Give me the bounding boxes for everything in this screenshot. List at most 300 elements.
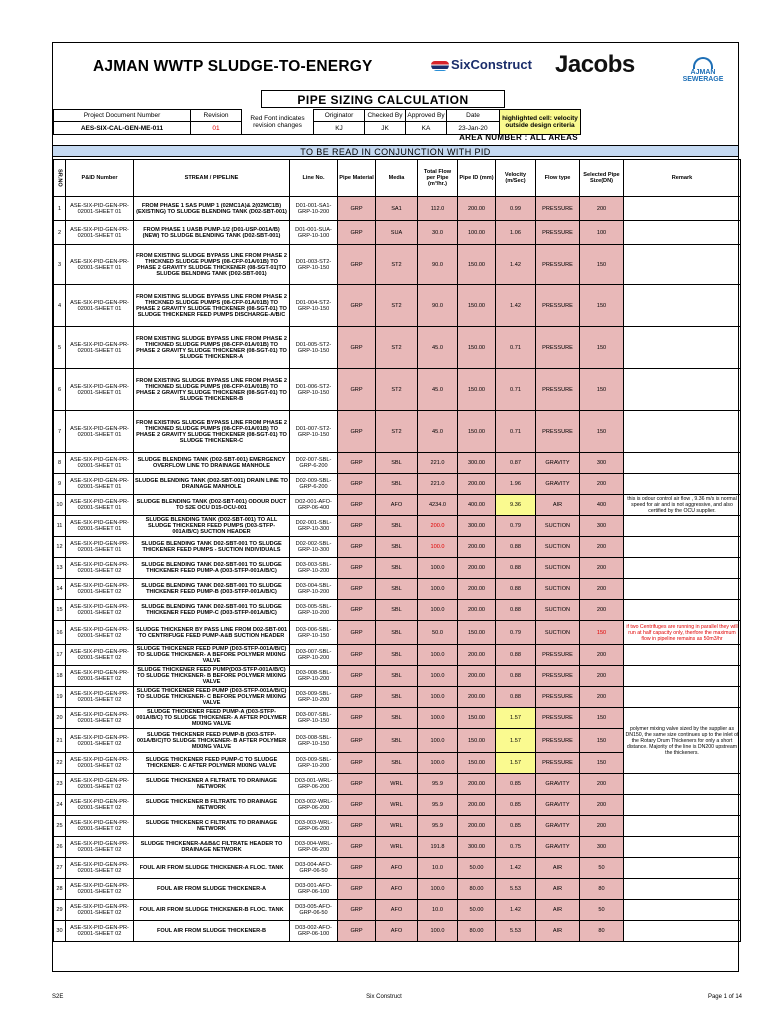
remark-cell xyxy=(624,600,741,621)
vel-cell: 0.75 xyxy=(496,837,536,858)
media-cell: WRL xyxy=(376,774,418,795)
remark-cell xyxy=(624,327,741,369)
mat-cell: GRP xyxy=(338,600,376,621)
table-row xyxy=(54,645,741,666)
line-cell: D01-006-ST2-GRP-10-150 xyxy=(290,369,338,411)
table-row xyxy=(54,221,741,245)
vel-cell: 0.85 xyxy=(496,795,536,816)
stream-cell: SLUDGE BLENDING TANK D02-SBT-001 TO SLUDGE THICKENER FEED PUMPS - SUCTION INDIVIDUALS xyxy=(134,537,290,558)
stream-cell: SLUDGE BLENDING TANK (D02-SBT-001) DRAIN LINE TO DRAINAGE MANHOLE xyxy=(134,474,290,495)
id-cell: 200.00 xyxy=(458,774,496,795)
originator-value: KJ xyxy=(314,122,365,135)
mat-cell: GRP xyxy=(338,666,376,687)
dn-cell: 200 xyxy=(580,687,624,708)
id-cell: 80.00 xyxy=(458,921,496,942)
sr-cell: 27 xyxy=(54,858,66,879)
mat-cell: GRP xyxy=(338,900,376,921)
sr-cell: 8 xyxy=(54,453,66,474)
remark-cell xyxy=(624,666,741,687)
stream-cell: SLUDGE THICKENER FEED PUMP (D03-STFP-001A/B/C) TO SLUDGE THICKENER- A BEFORE POLYMER MIXING VALVE xyxy=(134,645,290,666)
remark-cell: if two Centrifuges are running in parallel they will run at half capacity only, therfore the maximum flow in pipeline remains as 50m3/hr xyxy=(624,621,741,645)
media-cell: WRL xyxy=(376,837,418,858)
dn-cell: 150 xyxy=(580,708,624,729)
remark-cell: polymer mixing valve sized by the supplier as DN150, the same size continues up to the inlet of the Rotary Drum Thickeners for only a short distance. Majority of the line is DN200 upstream the thickeners. xyxy=(624,708,741,774)
pid-cell: ASE-SIX-PID-GEN-PR-02001-SHEET 01 xyxy=(66,495,134,516)
remark-cell xyxy=(624,411,741,453)
revision-value: 01 xyxy=(191,122,242,135)
table-row xyxy=(54,474,741,495)
flow-cell: 100.0 xyxy=(418,537,458,558)
mat-cell: GRP xyxy=(338,474,376,495)
type-cell: PRESSURE xyxy=(536,285,580,327)
type-cell: PRESSURE xyxy=(536,645,580,666)
dn-cell: 200 xyxy=(580,558,624,579)
line-cell: D03-004-WRL-GRP-06-200 xyxy=(290,837,338,858)
mat-cell: GRP xyxy=(338,729,376,753)
table-row xyxy=(54,837,741,858)
type-cell: AIR xyxy=(536,858,580,879)
type-cell: PRESSURE xyxy=(536,753,580,774)
type-cell: GRAVITY xyxy=(536,837,580,858)
dn-cell: 200 xyxy=(580,774,624,795)
media-cell: SBL xyxy=(376,516,418,537)
stream-cell: FROM EXISTING SLUDGE BYPASS LINE FROM PHASE 2 THICKNED SLUDGE PUMPS (08-CFP-01A/01B) TO PHASE 2 GRAVITY SLUDGE THICKENER (08-SGT-01) TO SLUDGE THICKENER-B xyxy=(134,369,290,411)
red-font-note: Red Font indicates revision changes xyxy=(242,110,314,135)
column-header: Pipe ID (mm) xyxy=(458,160,496,197)
mat-cell: GRP xyxy=(338,197,376,221)
mat-cell: GRP xyxy=(338,579,376,600)
vel-cell: 1.57 xyxy=(496,753,536,774)
flow-cell: 100.0 xyxy=(418,558,458,579)
media-cell: SUA xyxy=(376,221,418,245)
sr-cell: 10 xyxy=(54,495,66,516)
line-cell: D02-001-SBL-GRP-10-300 xyxy=(290,516,338,537)
flow-cell: 221.0 xyxy=(418,474,458,495)
flow-cell: 100.0 xyxy=(418,666,458,687)
table-row xyxy=(54,879,741,900)
mat-cell: GRP xyxy=(338,495,376,516)
flow-cell: 4234.0 xyxy=(418,495,458,516)
pid-cell: ASE-SIX-PID-GEN-PR-02001-SHEET 02 xyxy=(66,600,134,621)
type-cell: SUCTION xyxy=(536,558,580,579)
media-cell: AFO xyxy=(376,858,418,879)
sixconstruct-logo: SixConstruct xyxy=(431,57,532,72)
remark-cell xyxy=(624,197,741,221)
sr-cell: 17 xyxy=(54,645,66,666)
column-header: Selected Pipe Size(DN) xyxy=(580,160,624,197)
line-cell: D01-004-ST2-GRP-10-150 xyxy=(290,285,338,327)
checked-value: JK xyxy=(365,122,406,135)
vel-cell: 0.88 xyxy=(496,645,536,666)
pid-cell: ASE-SIX-PID-GEN-PR-02001-SHEET 01 xyxy=(66,474,134,495)
flow-cell: 30.0 xyxy=(418,221,458,245)
sr-cell: 4 xyxy=(54,285,66,327)
line-cell: D01-001-SA1-GRP-10-200 xyxy=(290,197,338,221)
pid-cell: ASE-SIX-PID-GEN-PR-02001-SHEET 02 xyxy=(66,708,134,729)
id-cell: 80.00 xyxy=(458,879,496,900)
media-cell: WRL xyxy=(376,816,418,837)
column-header: STREAM / PIPELINE xyxy=(134,160,290,197)
doc-number-label: Project Document Number xyxy=(54,110,191,122)
footer-right: Page 1 of 14 xyxy=(707,994,742,1000)
dn-cell: 150 xyxy=(580,285,624,327)
flow-cell: 10.0 xyxy=(418,858,458,879)
mat-cell: GRP xyxy=(338,285,376,327)
table-row xyxy=(54,453,741,474)
table-row xyxy=(54,921,741,942)
vel-cell: 1.42 xyxy=(496,900,536,921)
pid-cell: ASE-SIX-PID-GEN-PR-02001-SHEET 02 xyxy=(66,879,134,900)
media-cell: AFO xyxy=(376,900,418,921)
sr-cell: 7 xyxy=(54,411,66,453)
id-cell: 400.00 xyxy=(458,495,496,516)
column-header: P&ID Number xyxy=(66,160,134,197)
meta-table xyxy=(53,109,740,135)
vel-cell: 0.71 xyxy=(496,327,536,369)
mat-cell: GRP xyxy=(338,245,376,285)
line-cell: D03-009-SBL-GRP-10-200 xyxy=(290,687,338,708)
jacobs-logo: Jacobs xyxy=(555,51,635,78)
flow-cell: 100.0 xyxy=(418,579,458,600)
flow-cell: 200.0 xyxy=(418,516,458,537)
remark-cell xyxy=(624,774,741,795)
table-row xyxy=(54,495,741,516)
table-row xyxy=(54,708,741,729)
column-header: Line No. xyxy=(290,160,338,197)
sr-cell: 5 xyxy=(54,327,66,369)
media-cell: SBL xyxy=(376,537,418,558)
dn-cell: 300 xyxy=(580,516,624,537)
type-cell: PRESSURE xyxy=(536,411,580,453)
sr-cell: 13 xyxy=(54,558,66,579)
pid-cell: ASE-SIX-PID-GEN-PR-02001-SHEET 01 xyxy=(66,197,134,221)
id-cell: 150.00 xyxy=(458,411,496,453)
line-cell: D02-002-SBL-GRP-10-300 xyxy=(290,537,338,558)
sr-cell: 26 xyxy=(54,837,66,858)
ajman-logo-icon xyxy=(693,57,713,69)
dn-cell: 150 xyxy=(580,411,624,453)
id-cell: 300.00 xyxy=(458,516,496,537)
type-cell: PRESSURE xyxy=(536,687,580,708)
dn-cell: 200 xyxy=(580,579,624,600)
line-cell: D03-008-SBL-GRP-10-200 xyxy=(290,666,338,687)
media-cell: ST2 xyxy=(376,285,418,327)
mat-cell: GRP xyxy=(338,753,376,774)
id-cell: 200.00 xyxy=(458,197,496,221)
pid-cell: ASE-SIX-PID-GEN-PR-02001-SHEET 02 xyxy=(66,921,134,942)
media-cell: SA1 xyxy=(376,197,418,221)
line-cell: D02-001-AFO-GRP-06-400 xyxy=(290,495,338,516)
table-row xyxy=(54,516,741,537)
id-cell: 150.00 xyxy=(458,245,496,285)
mat-cell: GRP xyxy=(338,621,376,645)
id-cell: 200.00 xyxy=(458,666,496,687)
mat-cell: GRP xyxy=(338,921,376,942)
vel-cell: 0.71 xyxy=(496,411,536,453)
remark-cell xyxy=(624,245,741,285)
stream-cell: SLUDGE THICKENER FEED PUMP-B (D03-STFP-001A/B/C)TO SLUDGE THICKENER- B AFTER POLYMER MIXING VALVE xyxy=(134,729,290,753)
flow-cell: 100.0 xyxy=(418,687,458,708)
column-header: Media xyxy=(376,160,418,197)
media-cell: SBL xyxy=(376,600,418,621)
flow-cell: 221.0 xyxy=(418,453,458,474)
sr-cell: 2 xyxy=(54,221,66,245)
pid-cell: ASE-SIX-PID-GEN-PR-02001-SHEET 01 xyxy=(66,537,134,558)
pid-cell: ASE-SIX-PID-GEN-PR-02001-SHEET 01 xyxy=(66,327,134,369)
line-cell: D03-001-WRL-GRP-06-200 xyxy=(290,774,338,795)
vel-cell: 0.85 xyxy=(496,816,536,837)
flow-cell: 95.9 xyxy=(418,816,458,837)
mat-cell: GRP xyxy=(338,411,376,453)
media-cell: WRL xyxy=(376,795,418,816)
stream-cell: SLUDGE THICKENER C FILTRATE TO DRAINAGE NETWORK xyxy=(134,816,290,837)
vel-cell: 1.57 xyxy=(496,729,536,753)
dn-cell: 50 xyxy=(580,858,624,879)
sr-cell: 18 xyxy=(54,666,66,687)
media-cell: SBL xyxy=(376,453,418,474)
id-cell: 50.00 xyxy=(458,900,496,921)
flow-cell: 100.0 xyxy=(418,729,458,753)
stream-cell: FROM PHASE 1 SAS PUMP 1 (02MC1A)& 2(02MC1B) (EXISTING) TO SLUDGE BLENDING TANK (D02-SBT-001) xyxy=(134,197,290,221)
flow-cell: 100.0 xyxy=(418,708,458,729)
table-row xyxy=(54,687,741,708)
stream-cell: FOUL AIR FROM SLUDGE THICKENER-B FLOC. TANK xyxy=(134,900,290,921)
line-cell: D03-009-SBL-GRP-10-200 xyxy=(290,753,338,774)
type-cell: SUCTION xyxy=(536,621,580,645)
footer-left: S2E xyxy=(52,994,64,1000)
id-cell: 150.00 xyxy=(458,621,496,645)
table-row xyxy=(54,795,741,816)
media-cell: ST2 xyxy=(376,411,418,453)
flow-cell: 100.0 xyxy=(418,600,458,621)
sr-cell: 6 xyxy=(54,369,66,411)
type-cell: AIR xyxy=(536,900,580,921)
type-cell: GRAVITY xyxy=(536,816,580,837)
line-cell: D03-008-SBL-GRP-10-150 xyxy=(290,729,338,753)
highlight-note: highlighted cell: velocity outside design criteria xyxy=(500,110,581,135)
sr-cell: 22 xyxy=(54,753,66,774)
stream-cell: SLUDGE BLENDING TANK D02-SBT-001 TO SLUDGE THICKENER FEED PUMP-B (D03-STFP-001A/B/C) xyxy=(134,579,290,600)
pid-cell: ASE-SIX-PID-GEN-PR-02001-SHEET 01 xyxy=(66,369,134,411)
flow-cell: 100.0 xyxy=(418,753,458,774)
pid-cell: ASE-SIX-PID-GEN-PR-02001-SHEET 02 xyxy=(66,687,134,708)
dn-cell: 200 xyxy=(580,645,624,666)
vel-cell: 0.88 xyxy=(496,600,536,621)
revision-label: Revision xyxy=(191,110,242,122)
approved-value: KA xyxy=(406,122,447,135)
id-cell: 150.00 xyxy=(458,285,496,327)
id-cell: 200.00 xyxy=(458,645,496,666)
id-cell: 200.00 xyxy=(458,537,496,558)
sr-cell: 30 xyxy=(54,921,66,942)
table-row xyxy=(54,285,741,327)
stream-cell: FOUL AIR FROM SLUDGE THICKENER-A xyxy=(134,879,290,900)
pid-cell: ASE-SIX-PID-GEN-PR-02001-SHEET 02 xyxy=(66,621,134,645)
stream-cell: FOUL AIR FROM SLUDGE THICKENER-B xyxy=(134,921,290,942)
media-cell: SBL xyxy=(376,558,418,579)
vel-cell: 0.88 xyxy=(496,537,536,558)
dn-cell: 150 xyxy=(580,621,624,645)
line-cell: D03-005-AFO-GRP-06-50 xyxy=(290,900,338,921)
pid-cell: ASE-SIX-PID-GEN-PR-02001-SHEET 02 xyxy=(66,795,134,816)
mat-cell: GRP xyxy=(338,837,376,858)
mat-cell: GRP xyxy=(338,879,376,900)
flow-cell: 100.0 xyxy=(418,645,458,666)
media-cell: AFO xyxy=(376,921,418,942)
vel-cell: 0.88 xyxy=(496,558,536,579)
table-row xyxy=(54,537,741,558)
table-row xyxy=(54,900,741,921)
remark-cell xyxy=(624,879,741,900)
table-header-row xyxy=(54,160,741,197)
line-cell: D03-001-AFO-GRP-06-100 xyxy=(290,879,338,900)
id-cell: 200.00 xyxy=(458,816,496,837)
type-cell: PRESSURE xyxy=(536,708,580,729)
id-cell: 100.00 xyxy=(458,221,496,245)
pid-cell: ASE-SIX-PID-GEN-PR-02001-SHEET 02 xyxy=(66,900,134,921)
media-cell: SBL xyxy=(376,666,418,687)
mat-cell: GRP xyxy=(338,558,376,579)
stream-cell: SLUDGE BLENDING TANK (D02-SBT-001) TO ALL SLUDGE THICKENER FEED PUMPS (D03-STFP-001A/B/C) SUCTION HEADER xyxy=(134,516,290,537)
pid-cell: ASE-SIX-PID-GEN-PR-02001-SHEET 01 xyxy=(66,285,134,327)
dn-cell: 80 xyxy=(580,921,624,942)
remark-cell xyxy=(624,795,741,816)
column-header: SR.NO xyxy=(54,160,66,197)
line-cell: D03-003-SBL-GRP-10-200 xyxy=(290,558,338,579)
conjunction-banner: TO BE READ IN CONJUNCTION WITH PID xyxy=(53,145,738,157)
document-title: AJMAN WWTP SLUDGE-TO-ENERGY xyxy=(93,58,373,75)
table-row xyxy=(54,816,741,837)
remark-cell xyxy=(624,579,741,600)
type-cell: PRESSURE xyxy=(536,666,580,687)
pid-cell: ASE-SIX-PID-GEN-PR-02001-SHEET 01 xyxy=(66,221,134,245)
pid-cell: ASE-SIX-PID-GEN-PR-02001-SHEET 02 xyxy=(66,858,134,879)
type-cell: GRAVITY xyxy=(536,795,580,816)
date-value: 23-Jan-20 xyxy=(447,122,500,135)
line-cell: D02-009-SBL-GRP-6-200 xyxy=(290,474,338,495)
vel-cell: 9.36 xyxy=(496,495,536,516)
mat-cell: GRP xyxy=(338,221,376,245)
table-row xyxy=(54,558,741,579)
id-cell: 200.00 xyxy=(458,795,496,816)
type-cell: AIR xyxy=(536,921,580,942)
dn-cell: 150 xyxy=(580,327,624,369)
flow-cell: 50.0 xyxy=(418,621,458,645)
column-header: Velocity (m/Sec) xyxy=(496,160,536,197)
line-cell: D03-002-AFO-GRP-06-100 xyxy=(290,921,338,942)
id-cell: 200.00 xyxy=(458,600,496,621)
id-cell: 200.00 xyxy=(458,579,496,600)
dn-cell: 300 xyxy=(580,453,624,474)
media-cell: SBL xyxy=(376,474,418,495)
flow-cell: 45.0 xyxy=(418,327,458,369)
vel-cell: 0.99 xyxy=(496,197,536,221)
id-cell: 150.00 xyxy=(458,753,496,774)
table-row xyxy=(54,245,741,285)
pid-cell: ASE-SIX-PID-GEN-PR-02001-SHEET 02 xyxy=(66,837,134,858)
line-cell: D03-004-SBL-GRP-10-200 xyxy=(290,579,338,600)
mat-cell: GRP xyxy=(338,687,376,708)
stream-cell: FROM EXISTING SLUDGE BYPASS LINE FROM PHASE 2 THICKNED SLUDGE PUMPS (08-CFP-01A/01B) TO PHASE 2 GRAVITY SLUDGE THICKENER (08-SGT-01)TO SLUDGE BELNDING TANK (D02-SBT-001) xyxy=(134,245,290,285)
media-cell: ST2 xyxy=(376,327,418,369)
line-cell: D03-003-WRL-GRP-06-200 xyxy=(290,816,338,837)
mat-cell: GRP xyxy=(338,453,376,474)
sr-cell: 19 xyxy=(54,687,66,708)
stream-cell: FROM EXISTING SLUDGE BYPASS LINE FROM PHASE 2 THICKNED SLUDGE PUMPS (08-CFP-01A/01B) TO PHASE 2 GRAVITY SLUDGE THICKENER (08-SGT-01) TO SLUDGE THICKENER FEED PUMPS DISCHARGE-A/B/C xyxy=(134,285,290,327)
document-sheet xyxy=(52,42,739,972)
vel-cell: 0.88 xyxy=(496,687,536,708)
dn-cell: 200 xyxy=(580,600,624,621)
vel-cell: 1.42 xyxy=(496,285,536,327)
dn-cell: 200 xyxy=(580,816,624,837)
flow-cell: 100.0 xyxy=(418,921,458,942)
dn-cell: 200 xyxy=(580,795,624,816)
id-cell: 300.00 xyxy=(458,837,496,858)
line-cell: D03-007-SBL-GRP-10-150 xyxy=(290,708,338,729)
stream-cell: SLUDGE THICKENER-A&B&C FILTRATE HEADER TO DRAINAGE NETWORK xyxy=(134,837,290,858)
flow-cell: 112.0 xyxy=(418,197,458,221)
sr-cell: 25 xyxy=(54,816,66,837)
id-cell: 50.00 xyxy=(458,858,496,879)
dn-cell: 150 xyxy=(580,729,624,753)
media-cell: SBL xyxy=(376,579,418,600)
remark-cell xyxy=(624,921,741,942)
column-header: Total Flow per Pipe (m³/hr.) xyxy=(418,160,458,197)
vel-cell: 0.79 xyxy=(496,516,536,537)
table-row xyxy=(54,327,741,369)
type-cell: SUCTION xyxy=(536,516,580,537)
id-cell: 200.00 xyxy=(458,558,496,579)
line-cell: D03-002-WRL-GRP-06-200 xyxy=(290,795,338,816)
stream-cell: SLUDGE BLENDING TANK (D02-SBT-001) ODOUR DUCT TO S2E OCU D15-OCU-001 xyxy=(134,495,290,516)
pid-cell: ASE-SIX-PID-GEN-PR-02001-SHEET 01 xyxy=(66,516,134,537)
mat-cell: GRP xyxy=(338,369,376,411)
column-header: Flow type xyxy=(536,160,580,197)
id-cell: 150.00 xyxy=(458,369,496,411)
sr-cell: 9 xyxy=(54,474,66,495)
mat-cell: GRP xyxy=(338,537,376,558)
line-cell: D02-007-SBL-GRP-6-200 xyxy=(290,453,338,474)
originator-label: Originator xyxy=(314,110,365,122)
mat-cell: GRP xyxy=(338,708,376,729)
remark-cell xyxy=(624,474,741,495)
stream-cell: SLUDGE BLENDING TANK D02-SBT-001 TO SLUDGE THICKENER FEED PUMP-C (D03-STFP-001A/B/C) xyxy=(134,600,290,621)
vel-cell: 0.85 xyxy=(496,774,536,795)
remark-cell xyxy=(624,900,741,921)
type-cell: AIR xyxy=(536,879,580,900)
table-row xyxy=(54,369,741,411)
vel-cell: 0.79 xyxy=(496,621,536,645)
remark-cell xyxy=(624,369,741,411)
remark-cell xyxy=(624,816,741,837)
dn-cell: 400 xyxy=(580,495,624,516)
table-row xyxy=(54,858,741,879)
type-cell: PRESSURE xyxy=(536,729,580,753)
stream-cell: FOUL AIR FROM SLUDGE THICKENER-A FLOC. TANK xyxy=(134,858,290,879)
vel-cell: 0.88 xyxy=(496,666,536,687)
section-title: PIPE SIZING CALCULATION xyxy=(261,90,505,108)
checked-label: Checked By xyxy=(365,110,406,122)
id-cell: 150.00 xyxy=(458,327,496,369)
stream-cell: SLUDGE THICKENER FEED PUMP (D03-STFP-001A/B/C) TO SLUDGE THICKENER- C BEFORE POLYMER MIXING VALVE xyxy=(134,687,290,708)
remark-cell xyxy=(624,687,741,708)
pid-cell: ASE-SIX-PID-GEN-PR-02001-SHEET 02 xyxy=(66,729,134,753)
remark-cell xyxy=(624,858,741,879)
remark-cell xyxy=(624,837,741,858)
sr-cell: 28 xyxy=(54,879,66,900)
date-label: Date xyxy=(447,110,500,122)
type-cell: PRESSURE xyxy=(536,221,580,245)
